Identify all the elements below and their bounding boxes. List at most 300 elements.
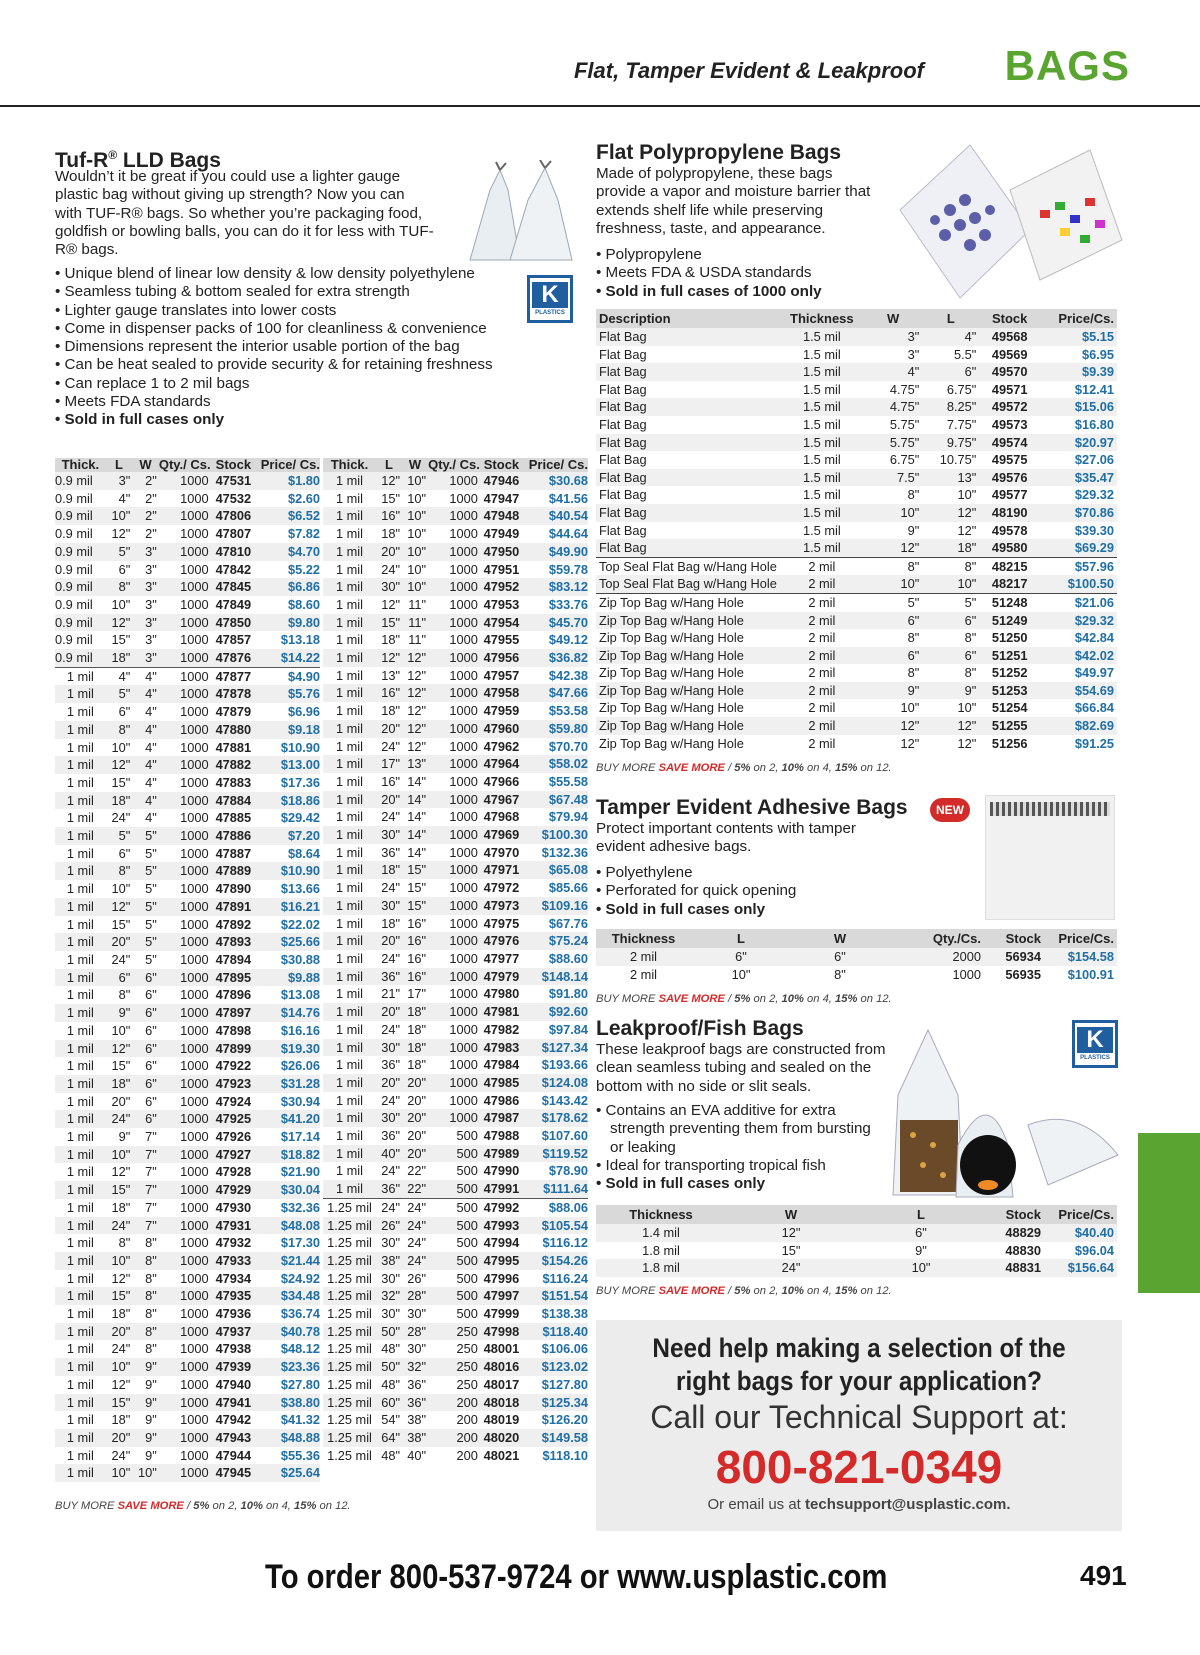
table-cell: 18" <box>106 1305 133 1323</box>
table-header <box>55 458 320 472</box>
table-cell: 1 mil <box>55 1022 106 1040</box>
table-cell: 9" <box>915 1242 927 1258</box>
table-cell: 16" <box>402 932 428 950</box>
table-cell: 1000 <box>159 1323 211 1341</box>
table-row <box>323 1323 588 1341</box>
table-cell: 24" <box>106 1447 133 1465</box>
table-cell: 47891 <box>211 898 257 916</box>
table-cell: 47807 <box>211 525 257 543</box>
table-row <box>55 951 320 969</box>
table-cell: $116.24 <box>523 1270 588 1288</box>
table-cell: 47952 <box>480 578 523 596</box>
col-header: Stock <box>984 929 1044 948</box>
table-cell: 7" <box>132 1217 159 1235</box>
table-cell: 10" <box>402 543 428 561</box>
table-cell: 47882 <box>211 756 257 774</box>
table-row <box>323 596 588 614</box>
table-cell: 54" <box>376 1411 402 1429</box>
footer-order[interactable]: To order 800-537-9724 or www.usplastic.com <box>265 1558 888 1596</box>
table-cell: 15" <box>376 490 402 508</box>
table-cell: 47894 <box>211 951 257 969</box>
table-cell: 1.5 mil <box>780 398 864 416</box>
table-cell: 2 mil <box>780 575 864 593</box>
table-cell: $154.26 <box>523 1252 588 1270</box>
table-cell: Zip Top Bag w/Hang Hole <box>596 717 780 735</box>
table-cell: 1 mil <box>323 985 376 1003</box>
table-row <box>55 1376 320 1394</box>
table-cell: 5" <box>106 685 133 703</box>
table-cell: 8" <box>922 557 979 575</box>
table-cell: 1000 <box>159 1217 211 1235</box>
table-cell: 8" <box>106 721 133 739</box>
table-cell: 1.25 mil <box>323 1234 376 1252</box>
table-cell: 3" <box>132 631 159 649</box>
table-cell: 10.75" <box>939 452 977 468</box>
table-cell: 16" <box>402 915 428 933</box>
col-header: Stock <box>211 458 257 472</box>
table-cell: 9" <box>106 1128 133 1146</box>
table-cell: 1.25 mil <box>323 1429 376 1447</box>
table-cell: 500 <box>428 1234 480 1252</box>
table-cell: 49571 <box>991 381 1028 397</box>
table-cell: 4.75" <box>864 398 922 416</box>
table-cell: 47929 <box>211 1181 257 1199</box>
table-cell: $30.88 <box>256 951 320 969</box>
table-cell: 14" <box>402 808 428 826</box>
col-header: Thickness <box>596 1205 726 1224</box>
table-cell: 1 mil <box>323 490 376 508</box>
table-row <box>55 703 320 721</box>
table-cell: 12" <box>957 735 977 751</box>
table-cell: 1 mil <box>323 1109 376 1127</box>
table-cell: 0.9 mil <box>55 561 106 579</box>
table-cell: 1000 <box>159 649 211 667</box>
table-cell: 9" <box>922 682 979 700</box>
lk-plastics-logo: K PLASTICS <box>527 275 573 323</box>
table-cell: 1 mil <box>55 739 106 757</box>
tufr-intro: Wouldn’t it be great if you could use a lighter gauge plastic bag without giving up strength? Now you can with TUF-R® bags. So whether you’re packaging food, goldfish or bowling balls, you can do it for less with TUF-R® bags. <box>55 168 434 259</box>
table-cell: 1 mil <box>55 1217 106 1235</box>
table-cell: 56935 <box>1005 966 1041 982</box>
col-header: Price/Cs. <box>1040 309 1117 328</box>
table-cell: $41.56 <box>523 490 588 508</box>
bullet: • Meets FDA & USDA standards <box>596 264 812 282</box>
table-cell: 48019 <box>480 1411 523 1429</box>
table-cell: 1 mil <box>323 915 376 933</box>
table-cell: 6.75" <box>889 452 920 468</box>
table-cell: Flat Bag <box>599 346 647 362</box>
table-cell: 1 mil <box>323 649 376 667</box>
table-cell: 14" <box>402 826 428 844</box>
table-cell: 30" <box>376 1234 402 1252</box>
table-cell: 48190 <box>979 504 1040 522</box>
col-header: Stock <box>480 458 523 472</box>
table-cell: 47878 <box>211 685 257 703</box>
table-cell: 64" <box>376 1429 402 1447</box>
table-cell: 47936 <box>211 1305 257 1323</box>
table-cell: 2" <box>132 507 159 525</box>
table-cell: 4" <box>132 703 159 721</box>
table-cell: 1.5 mil <box>780 434 864 452</box>
table-cell: 14" <box>402 791 428 809</box>
table-cell: $2.60 <box>256 490 320 508</box>
table-cell: 9.75" <box>922 434 979 452</box>
table-cell: 47925 <box>211 1110 257 1128</box>
table-cell: $16.80 <box>1074 416 1114 432</box>
table-cell: 21" <box>376 985 402 1003</box>
table-cell: 47886 <box>211 827 257 845</box>
table-cell: 1000 <box>428 596 480 614</box>
table-cell: 1 mil <box>323 525 376 543</box>
table-cell: 10" <box>864 504 922 522</box>
table-cell: $67.48 <box>523 791 588 809</box>
table-cell: 36" <box>376 844 402 862</box>
table-cell: 1 mil <box>55 1004 106 1022</box>
table-cell: 47897 <box>211 1004 257 1022</box>
table-row <box>323 684 588 702</box>
table-cell: Flat Bag <box>599 522 647 538</box>
table-cell: 1 mil <box>55 1163 106 1181</box>
table-cell: 47938 <box>211 1340 257 1358</box>
table-row <box>55 1323 320 1341</box>
tamper-title: Tamper Evident Adhesive Bags <box>596 796 908 819</box>
table-cell: 1.8 mil <box>642 1242 680 1258</box>
table-cell: 20" <box>402 1127 428 1145</box>
table-cell: 24" <box>106 1110 133 1128</box>
table-row <box>323 1429 588 1447</box>
table-cell: 9" <box>132 1429 159 1447</box>
tamper-product-image <box>985 795 1115 920</box>
table-cell: 2" <box>132 490 159 508</box>
table-cell: $41.20 <box>256 1110 320 1128</box>
table-row <box>55 916 320 934</box>
table-cell: $14.22 <box>256 649 320 667</box>
table-cell: 47960 <box>480 720 523 738</box>
table-cell: 1000 <box>428 755 480 773</box>
table-row <box>55 1447 320 1465</box>
table-cell: 10" <box>106 739 133 757</box>
table-cell: 6" <box>132 1040 159 1058</box>
table-cell: 250 <box>428 1376 480 1394</box>
table-cell: 1000 <box>159 1447 211 1465</box>
table-cell: 1 mil <box>323 472 376 490</box>
table-cell: 47970 <box>480 844 523 862</box>
table-cell: 1 mil <box>55 1394 106 1412</box>
table-cell: 24" <box>402 1217 428 1235</box>
table-cell: 1000 <box>428 525 480 543</box>
table-cell: 1000 <box>159 578 211 596</box>
table-row <box>323 507 588 525</box>
table-row <box>596 682 1117 700</box>
table-cell: 20" <box>376 1003 402 1021</box>
table-cell: 47982 <box>480 1021 523 1039</box>
table-cell: 1000 <box>159 792 211 810</box>
table-cell: 24" <box>376 1092 402 1110</box>
table-row <box>596 1242 1117 1260</box>
table-row <box>596 664 1117 682</box>
table-cell: 47996 <box>480 1270 523 1288</box>
table-cell: $91.80 <box>523 985 588 1003</box>
table-cell: 18" <box>402 1021 428 1039</box>
table-cell: 1000 <box>159 1040 211 1058</box>
table-cell: 1.25 mil <box>323 1376 376 1394</box>
table-cell: $100.50 <box>1040 575 1117 593</box>
table-cell: 12" <box>402 649 428 667</box>
table-cell: 1 mil <box>323 614 376 632</box>
table-cell: 47876 <box>211 649 257 667</box>
table-cell: 12" <box>376 596 402 614</box>
table-cell: 12" <box>922 717 979 735</box>
table-cell: 24" <box>402 1198 428 1216</box>
col-header: Stock <box>979 309 1040 328</box>
table-cell: 22" <box>402 1180 428 1198</box>
table-row <box>55 756 320 774</box>
table-cell: 1.4 mil <box>596 1224 726 1242</box>
table-cell: 12" <box>106 1376 133 1394</box>
table-cell: 1000 <box>159 490 211 508</box>
table-cell: 1000 <box>428 879 480 897</box>
table-cell: 47986 <box>480 1092 523 1110</box>
table-cell: 2 mil <box>780 557 864 575</box>
table-cell: 47999 <box>480 1305 523 1323</box>
table-cell: 4" <box>132 756 159 774</box>
table-cell: 1 mil <box>55 1040 106 1058</box>
table-cell: 1 mil <box>55 1447 106 1465</box>
table-cell: 0.9 mil <box>55 490 106 508</box>
table-cell: 51250 <box>991 630 1028 646</box>
table-cell: 0.9 mil <box>55 472 106 490</box>
table-cell: $40.78 <box>256 1323 320 1341</box>
table-cell: 47969 <box>480 826 523 844</box>
table-cell: 49576 <box>979 469 1040 487</box>
table-cell: 47987 <box>480 1109 523 1127</box>
table-cell: 1000 <box>159 472 211 490</box>
table-cell: 12" <box>957 522 977 538</box>
table-cell: 8" <box>132 1252 159 1270</box>
table-cell: $27.80 <box>256 1376 320 1394</box>
table-cell: 20" <box>106 1093 133 1111</box>
table-cell: $48.12 <box>256 1340 320 1358</box>
table-cell: 1000 <box>159 774 211 792</box>
table-cell: $47.66 <box>523 684 588 702</box>
table-cell: 1000 <box>159 1411 211 1429</box>
table-cell: Zip Top Bag w/Hang Hole <box>599 735 744 751</box>
table-cell: 1.5 mil <box>803 346 841 362</box>
table-cell: 1 mil <box>323 1021 376 1039</box>
table-cell: Top Seal Flat Bag w/Hang Hole <box>596 575 780 593</box>
table-row <box>55 543 320 561</box>
table-cell: 1000 <box>159 1022 211 1040</box>
table-cell: 24" <box>106 809 133 827</box>
table-cell: 24" <box>376 1021 402 1039</box>
table-cell: 15" <box>106 1394 133 1412</box>
table-cell: 47842 <box>211 561 257 579</box>
tufr-bullets <box>55 265 575 430</box>
table-cell: 47948 <box>480 507 523 525</box>
table-cell: 15" <box>106 1057 133 1075</box>
support-email-link[interactable]: techsupport@usplastic.com. <box>805 1496 1011 1513</box>
table-cell: 5" <box>132 827 159 845</box>
table-cell: 13" <box>376 667 402 685</box>
table-cell: Top Seal Flat Bag w/Hang Hole <box>596 557 780 575</box>
table-cell: 51255 <box>979 717 1040 735</box>
leak-product-image <box>888 1025 1123 1200</box>
table-cell: 6" <box>864 612 922 630</box>
table-cell: 36" <box>376 1127 402 1145</box>
table-cell: 30" <box>402 1340 428 1358</box>
table-cell: 24" <box>376 808 402 826</box>
table-cell: 1.8 mil <box>596 1259 726 1277</box>
table-cell: 4" <box>132 667 159 685</box>
table-cell: 47946 <box>480 472 523 490</box>
table-row <box>323 1376 588 1394</box>
table-cell: $5.22 <box>256 561 320 579</box>
table-cell: $96.04 <box>1074 1242 1114 1258</box>
bullet: • Unique blend of linear low density & low density polyethylene <box>55 265 475 282</box>
table-row <box>596 522 1117 540</box>
table-cell: 9" <box>132 1394 159 1412</box>
table-cell: 10" <box>106 1022 133 1040</box>
table-cell: $21.44 <box>256 1252 320 1270</box>
table-cell: 49572 <box>979 398 1040 416</box>
table-cell: 1 mil <box>323 879 376 897</box>
table-cell: 24" <box>376 738 402 756</box>
table-cell: $59.78 <box>523 561 588 579</box>
table-cell: 1000 <box>159 1199 211 1217</box>
table-cell: 47887 <box>211 845 257 863</box>
table-cell: 1.5 mil <box>803 381 841 397</box>
table-cell: 12" <box>402 702 428 720</box>
table-cell: $17.14 <box>256 1128 320 1146</box>
table-row <box>55 667 320 685</box>
table-cell: 47935 <box>211 1287 257 1305</box>
table-cell: 48016 <box>480 1358 523 1376</box>
table-cell: 49569 <box>991 346 1028 362</box>
table-cell: $116.12 <box>523 1234 588 1252</box>
table-cell: 8" <box>864 557 922 575</box>
table-cell: 7" <box>132 1146 159 1164</box>
table-cell: Flat Bag <box>596 398 780 416</box>
table-cell: 12" <box>106 1040 133 1058</box>
table-cell: 1 mil <box>55 1128 106 1146</box>
table-cell: 4" <box>132 774 159 792</box>
leak-bullets <box>596 1102 886 1193</box>
table-cell: $107.60 <box>523 1127 588 1145</box>
table-row <box>323 1447 588 1465</box>
table-cell: 1 mil <box>55 774 106 792</box>
table-cell: $41.32 <box>256 1411 320 1429</box>
table-cell: 49570 <box>979 363 1040 381</box>
table-cell: $78.90 <box>523 1162 588 1180</box>
bullet: • Polyethylene <box>596 864 693 881</box>
table-row <box>55 525 320 543</box>
table-cell: 47880 <box>211 721 257 739</box>
table-cell: 49573 <box>991 416 1028 432</box>
table-row <box>55 685 320 703</box>
table-cell: 1000 <box>159 739 211 757</box>
table-cell: 47845 <box>211 578 257 596</box>
table-cell: 8.25" <box>922 398 979 416</box>
table-cell: 7" <box>132 1128 159 1146</box>
support-phone[interactable]: 800-821-0349 <box>715 1441 1003 1493</box>
table-cell: 47893 <box>211 933 257 951</box>
table-cell: 4" <box>132 739 159 757</box>
table-cell: 12" <box>900 735 920 751</box>
table-cell: 1 mil <box>323 1003 376 1021</box>
table-cell: 1 mil <box>55 986 106 1004</box>
table-cell: 47956 <box>480 649 523 667</box>
table-cell: 18" <box>106 1199 133 1217</box>
table-row <box>55 1057 320 1075</box>
table-cell: 16" <box>402 968 428 986</box>
table-cell: 1 mil <box>323 684 376 702</box>
flatpp-table <box>596 309 1117 752</box>
table-header <box>596 309 1117 328</box>
table-row <box>55 1110 320 1128</box>
table-cell: 47930 <box>211 1199 257 1217</box>
table-cell: 1 mil <box>323 844 376 862</box>
table-cell: 3" <box>132 561 159 579</box>
table-cell: 38" <box>376 1252 402 1270</box>
table-cell: 20" <box>106 933 133 951</box>
table-cell: 10" <box>106 507 133 525</box>
table-cell: 1000 <box>428 561 480 579</box>
table-row <box>596 717 1117 735</box>
table-cell: 1000 <box>952 966 981 982</box>
table-cell: 6" <box>106 703 133 721</box>
table-cell: 4.75" <box>889 381 920 397</box>
table-cell: 1000 <box>428 826 480 844</box>
table-cell: 10" <box>106 880 133 898</box>
table-cell: 1 mil <box>55 1464 106 1482</box>
table-cell: 1 mil <box>55 1234 106 1252</box>
table-cell: $55.58 <box>523 773 588 791</box>
table-cell: 2000 <box>889 948 984 966</box>
table-row <box>55 721 320 739</box>
table-cell: 47980 <box>480 985 523 1003</box>
table-row <box>55 1305 320 1323</box>
table-cell: 47932 <box>211 1234 257 1252</box>
table-cell: $151.54 <box>523 1287 588 1305</box>
table-cell: 1 mil <box>323 543 376 561</box>
table-cell: 1000 <box>159 1004 211 1022</box>
table-cell: $5.15 <box>1040 328 1117 346</box>
col-header: Price/ Cs. <box>256 458 320 472</box>
table-cell: $10.90 <box>256 739 320 757</box>
table-cell: $34.48 <box>256 1287 320 1305</box>
table-row <box>323 649 588 667</box>
table-cell: 47968 <box>480 808 523 826</box>
table-cell: 15" <box>781 1242 801 1258</box>
table-row <box>323 950 588 968</box>
table-cell: 20" <box>106 1323 133 1341</box>
table-cell: 47966 <box>480 773 523 791</box>
bullet: • Ideal for transporting tropical fish <box>596 1156 826 1174</box>
table-cell: $69.29 <box>1040 539 1117 557</box>
table-cell: 1.5 mil <box>780 469 864 487</box>
table-cell: 48831 <box>986 1259 1044 1277</box>
table-cell: 1.5 mil <box>803 522 841 538</box>
table-cell: $143.42 <box>523 1092 588 1110</box>
bullet: • Meets FDA standards <box>55 393 211 411</box>
table-cell: 10" <box>402 472 428 490</box>
table-cell: 1000 <box>159 862 211 880</box>
table-row <box>55 1199 320 1217</box>
table-cell: 2 mil <box>596 948 691 966</box>
table-cell: 18" <box>106 649 133 667</box>
table-cell: 20" <box>402 1092 428 1110</box>
table-cell: 6" <box>922 612 979 630</box>
